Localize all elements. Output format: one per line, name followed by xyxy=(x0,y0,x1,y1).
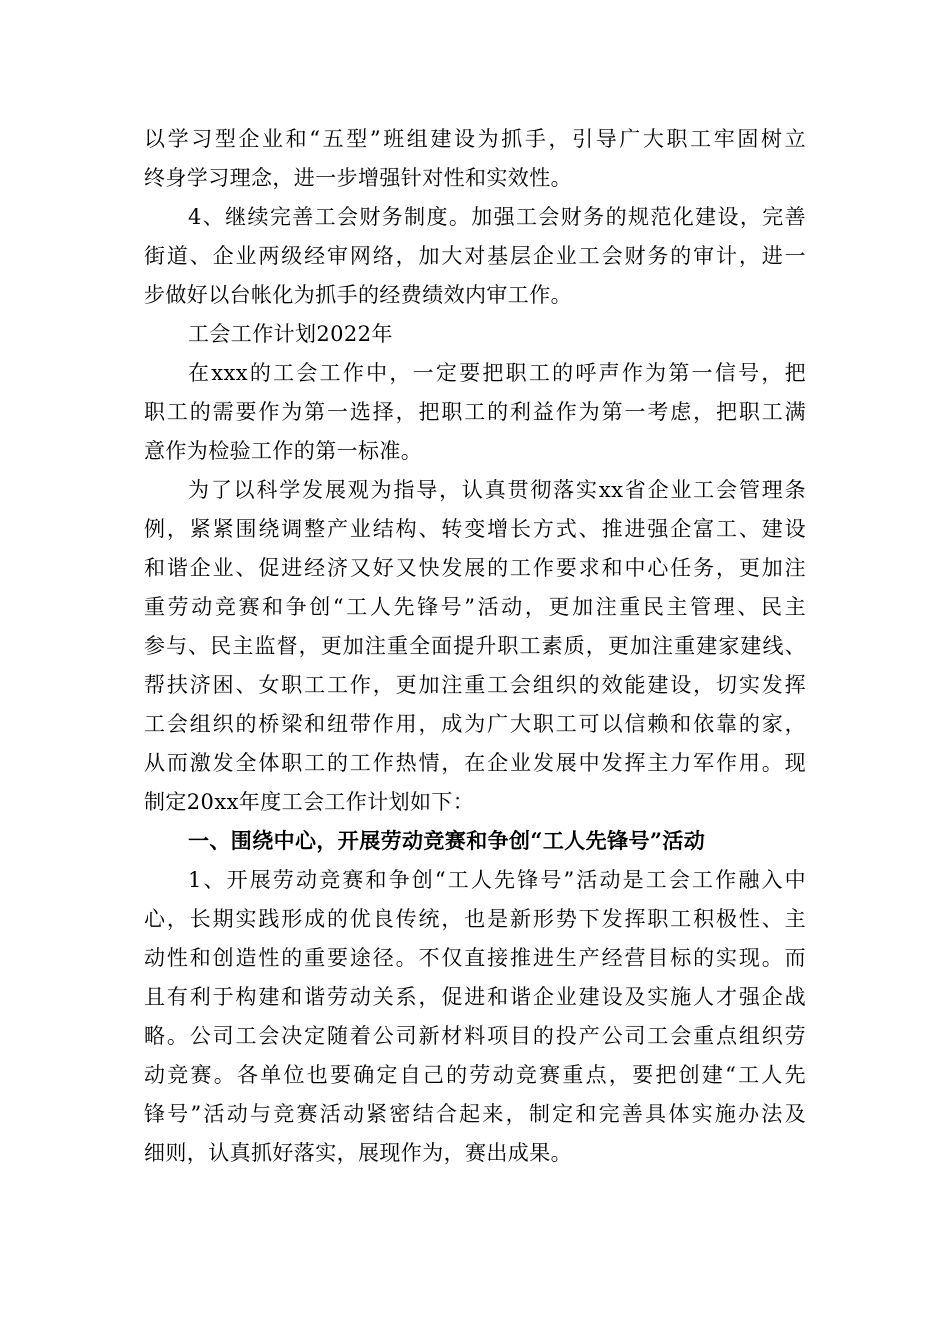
text-line: 例，紧紧围绕调整产业结构、转变增长方式、推进强企富工、建设 xyxy=(144,517,806,541)
text-line: 1、开展劳动竞赛和争创“工人先锋号”活动是工会工作融入中 xyxy=(188,868,806,892)
text-line: 终身学习理念，进一步增强针对性和实效性。 xyxy=(144,166,572,190)
text-line: 细则，认真抓好落实，展现作为，赛出成果。 xyxy=(144,1141,572,1165)
text-line: 以学习型企业和“五型”班组建设为抓手，引导广大职工牢固树立 xyxy=(144,127,806,151)
text-line: 帮扶济困、女职工工作，更加注重工会组织的效能建设，切实发挥 xyxy=(144,673,806,697)
text-line: 在xxx的工会工作中，一定要把职工的呼声作为第一信号，把 xyxy=(188,361,806,385)
text-line: 职工的需要作为第一选择，把职工的利益作为第一考虑，把职工满 xyxy=(144,400,806,424)
text-line: 心，长期实践形成的优良传统，也是新形势下发挥职工积极性、主 xyxy=(144,907,806,931)
text-line: 参与、民主监督，更加注重全面提升职工素质，更加注重建家建线、 xyxy=(144,634,806,658)
text-line: 且有利于构建和谐劳动关系，促进和谐企业建设及实施人才强企战 xyxy=(144,985,806,1009)
section-heading: 一、围绕中心，开展劳动竞赛和争创“工人先锋号”活动 xyxy=(188,828,706,853)
text-line: 重劳动竞赛和争创“工人先锋号”活动，更加注重民主管理、民主 xyxy=(144,595,806,619)
text-line: 街道、企业两级经审网络，加大对基层企业工会财务的审计，进一 xyxy=(144,244,806,268)
text-line: 4、继续完善工会财务制度。加强工会财务的规范化建设，完善 xyxy=(188,205,806,229)
text-line: 动竞赛。各单位也要确定自己的劳动竞赛重点，要把创建“工人先 xyxy=(144,1063,806,1087)
text-line: 为了以科学发展观为指导，认真贯彻落实xx省企业工会管理条 xyxy=(188,478,806,502)
text-line: 动性和创造性的重要途径。不仅直接推进生产经营目标的实现。而 xyxy=(144,946,806,970)
text-line: 从而激发全体职工的工作热情，在企业发展中发挥主力军作用。现 xyxy=(144,751,806,775)
text-line: 步做好以台帐化为抓手的经费绩效内审工作。 xyxy=(144,283,572,307)
text-line: 略。公司工会决定随着公司新材料项目的投产公司工会重点组织劳 xyxy=(144,1024,806,1048)
text-line: 意作为检验工作的第一标准。 xyxy=(144,439,423,463)
text-line: 锋号”活动与竞赛活动紧密结合起来，制定和完善具体实施办法及 xyxy=(144,1102,806,1126)
section-title: 工会工作计划2022年 xyxy=(188,322,393,346)
text-line: 和谐企业、促进经济又好又快发展的工作要求和中心任务，更加注 xyxy=(144,556,806,580)
text-line: 制定20xx年度工会工作计划如下： xyxy=(144,790,475,814)
text-line: 工会组织的桥梁和纽带作用，成为广大职工可以信赖和依靠的家， xyxy=(144,712,806,736)
